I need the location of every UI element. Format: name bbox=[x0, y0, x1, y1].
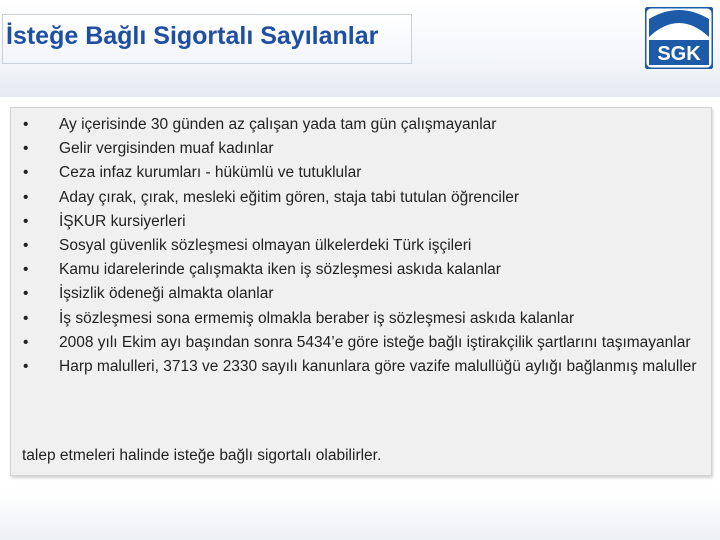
slide-title: İsteğe Bağlı Sigortalı Sayılanlar bbox=[6, 22, 379, 50]
bullet-dot: • bbox=[23, 261, 29, 279]
bullet-text: Harp malulleri, 3713 ve 2330 sayılı kanunlara göre vazife malullüğü aylığı bağlanmış maluller bbox=[59, 358, 697, 376]
bullet-text: Ceza infaz kurumları - hükümlü ve tutuklular bbox=[59, 164, 362, 182]
bullet-item bbox=[23, 161, 703, 185]
bullet-text: Ay içerisinde 30 günden az çalışan yada tam gün çalışmayanlar bbox=[59, 116, 497, 133]
content-panel bbox=[10, 107, 712, 476]
bullet-dot: • bbox=[23, 164, 29, 182]
footer-text: talep etmeleri halinde isteğe bağlı sigortalı olabilirler. bbox=[22, 447, 382, 464]
bullet-item bbox=[23, 210, 703, 234]
bullet-item bbox=[23, 258, 703, 282]
bullet-item bbox=[23, 186, 703, 210]
bullet-text: İşsizlik ödeneği almakta olanlar bbox=[59, 285, 274, 303]
logo-text: SGK bbox=[657, 43, 701, 65]
bullet-text: İŞKUR kursiyerleri bbox=[59, 212, 186, 230]
bullet-item bbox=[23, 355, 703, 379]
bullet-item bbox=[23, 113, 703, 137]
bullet-item bbox=[23, 331, 703, 355]
bullet-text: Gelir vergisinden muaf kadınlar bbox=[59, 140, 274, 158]
bullet-list bbox=[23, 113, 703, 379]
bullet-dot: • bbox=[23, 358, 29, 376]
bullet-item bbox=[23, 137, 703, 161]
bullet-dot: • bbox=[23, 333, 29, 351]
bullet-item bbox=[23, 234, 703, 258]
bullet-dot: • bbox=[23, 285, 29, 303]
bullet-text: Kamu idarelerinde çalışmakta iken iş sözleşmesi askıda kalanlar bbox=[59, 261, 501, 279]
bullet-item bbox=[23, 307, 703, 331]
bullet-item bbox=[23, 282, 703, 306]
bullet-text: Aday çırak, çırak, mesleki eğitim gören, staja tabi tutulan öğrenciler bbox=[59, 188, 520, 206]
bullet-dot: • bbox=[23, 116, 29, 133]
bullet-dot: • bbox=[23, 309, 29, 327]
bullet-text: Sosyal güvenlik sözleşmesi olmayan ülkelerdeki Türk işçileri bbox=[59, 237, 472, 255]
bullet-text: 2008 yılı Ekim ayı başından sonra 5434’e göre isteğe bağlı iştirakçilik şartlarını taşımayanlar bbox=[59, 333, 691, 351]
bottom-strip bbox=[0, 492, 720, 540]
bullet-dot: • bbox=[23, 237, 29, 255]
bullet-dot: • bbox=[23, 140, 29, 158]
bullet-dot: • bbox=[23, 188, 29, 206]
bullet-text: İş sözleşmesi sona ermemiş olmakla beraber iş sözleşmesi askıda kalanlar bbox=[59, 309, 575, 327]
sgk-logo bbox=[645, 7, 713, 69]
bullet-dot: • bbox=[23, 212, 29, 230]
